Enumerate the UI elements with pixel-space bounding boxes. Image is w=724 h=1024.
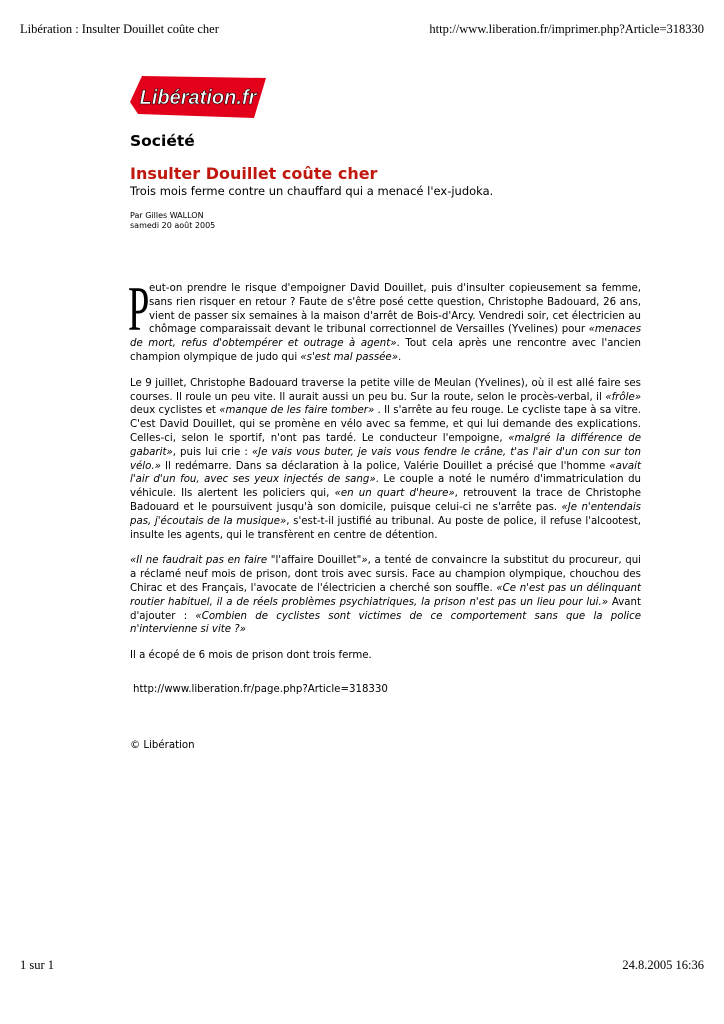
liberation-logo [128, 72, 268, 120]
paragraph-4: Il a écopé de 6 mois de prison dont trois ferme. [130, 650, 372, 662]
copyright: © Libération [130, 739, 195, 751]
text-run: Le 9 juillet, Christophe Badouard traverse la petite ville de Meulan (Yvelines), où il est allé faire ses courses. Il roule un peu vite. Il aurait aussi un peu bu. Sur la route, selon le procès-verbal, il [130, 377, 641, 403]
text-run: , s'est-t-il justifié au tribunal. Au poste de police, il refuse l'alcootest, insulte les agents, qui le transfèrent en centre de détention. [130, 515, 641, 541]
text-run: . Il s'arrête au feu rouge. Le cycliste tape à sa vitre. C'est David Douillet, qui se promène en vélo avec sa femme, et qui lui demande des explications. Celles-ci, selon le sportif, n'ont pas tardé. Le conducteur l'empoigne, [130, 405, 641, 444]
print-header-url: http://www.liberation.fr/imprimer.php?Article=318330 [429, 22, 704, 36]
author: Par Gilles WALLON [130, 211, 204, 220]
article-title: Insulter Douillet coûte cher [130, 164, 378, 183]
article-url: http://www.liberation.fr/page.php?Article=318330 [133, 683, 388, 695]
text-run: Avant d'ajouter : [130, 596, 641, 622]
text-run: , retrouvent la trace de Christophe Badouard et le poursuivent jusqu'à son domicile, puisque celui-ci ne s'arrête pas. [130, 488, 641, 513]
text-run: eut-on prendre le risque d'empoigner David Douillet, puis d'insulter copieusement sa femme, sans rien risquer en retour ? Faute de s'être posé cette question, Christophe Badouard, 26 ans, vient de passer six semaines à la maison d'arrêt de Bois-d'Arcy. Vendredi soir, cet électricien au chômage comparaissait devant le tribunal correctionnel de Versailles (Yvelines) pour [149, 283, 641, 336]
publish-date: samedi 20 août 2005 [130, 221, 216, 230]
paragraph-2 [130, 377, 641, 543]
text-run: . Le couple a noté le numéro d'immatriculation du véhicule. Ils alertent les policiers qui, [130, 474, 641, 500]
text-run: . [397, 351, 402, 363]
quote-run: «en un quart d'heure» [334, 488, 455, 500]
article-subtitle: Trois mois ferme contre un chauffard qui a menacé l'ex-judoka. [130, 184, 494, 198]
quote-run: «Il ne faudrait pas en faire [130, 555, 268, 567]
quote-run: «menaces de mort, refus d'obtempérer et outrage à agent» [130, 324, 641, 350]
text-run: . Tout cela après une rencontre avec l'ancien champion olympique de judo qui [130, 338, 641, 363]
text-run: "l'affaire Douillet" [267, 555, 362, 567]
quote-run: «avait l'air d'un fou, avec ses yeux injectés de sang» [130, 460, 641, 486]
quote-run: «Ce n'est pas un délinquant routier habituel, il a de réels problèmes psychiatriques, la prison n'est pas un lieu pour lui.» [130, 582, 641, 608]
quote-run: «manque de les faire tomber» [219, 405, 375, 417]
quote-run: » [361, 555, 368, 567]
text-run: Il redémarre. Dans sa déclaration à la police, Valérie Douillet a précisé que l'homme [160, 460, 610, 472]
page-count: 1 sur 1 [20, 958, 55, 972]
quote-run: «Je n'entendais pas, j'écoutais de la musique» [130, 501, 641, 527]
quote-run: «s'est mal passée» [300, 351, 398, 363]
print-header-title: Libération : Insulter Douillet coûte cher [20, 22, 219, 36]
quote-run: «Combien de cyclistes sont victimes de ce comportement sans que la police n'intervienne si vite ?» [130, 610, 641, 636]
quote-run: «Je vais vous buter, je vais vous fendre le crâne, t'as l'air d'un con sur ton vélo.» [130, 446, 641, 472]
paragraph-1 [128, 273, 641, 365]
print-footer [20, 958, 704, 973]
print-timestamp: 24.8.2005 16:36 [622, 958, 704, 972]
text-run: , a tenté de convaincre la substitut du procureur, qui a réclamé neuf mois de prison, dont trois avec sursis. Face au champion olympique, chouchou des Chirac et des Français, l'avocate de l'électricien a cherché son souffle. [130, 555, 642, 594]
quote-run: «frôle» [605, 391, 641, 403]
svg-text:Libération.fr: Libération.fr [139, 87, 257, 109]
drop-cap: P [128, 273, 150, 344]
text-run: , puis lui crie : [172, 446, 252, 458]
article-body [128, 273, 642, 765]
quote-run: «malgré la différence de gabarit» [130, 432, 641, 458]
section-heading: Société [130, 132, 195, 150]
paragraph-3 [130, 554, 641, 637]
text-run: deux cyclistes et [130, 405, 220, 417]
print-header [20, 22, 704, 37]
byline [130, 211, 641, 231]
